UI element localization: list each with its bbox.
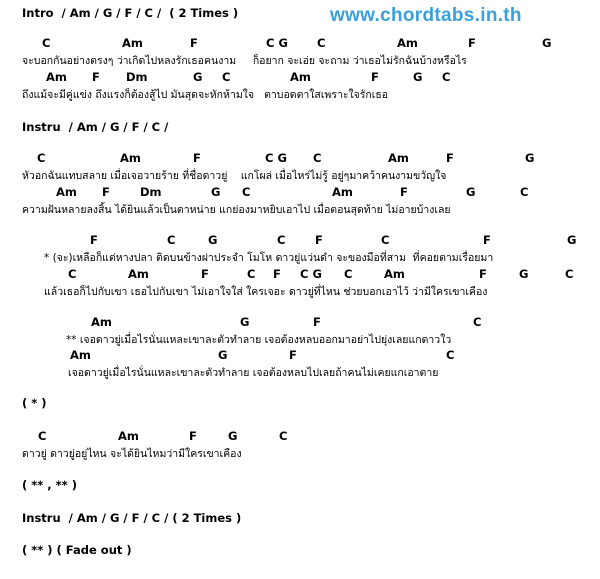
chord: C	[42, 36, 51, 50]
chord-row	[0, 350, 600, 364]
chord: C	[381, 233, 390, 247]
chord: Am	[384, 267, 405, 281]
lyric-line: ถึงแม้จะมีคู่แข่ง ถึงแรงก็ต้องสู้ไป มันสุดจะหักห้ามใจ ตาบอดตาใสเพราะใจรักเธอ	[22, 89, 389, 101]
intro-line: Intro / Am / G / F / C / ( 2 Times )	[22, 6, 239, 20]
chord: C	[520, 185, 529, 199]
chord: F	[483, 233, 491, 247]
chord: F	[273, 267, 281, 281]
chord: G	[466, 185, 476, 199]
chord: C	[68, 267, 77, 281]
chord: G	[519, 267, 529, 281]
chord: C	[313, 151, 322, 165]
chord: C	[473, 315, 482, 329]
chord: C	[38, 429, 47, 443]
chord: F	[92, 70, 100, 84]
lyric-line: หัวอกฉันแทบสลาย เมื่อเจอวายร้าย ที่ชื่อดาวยู่ แกโผล่ เมื่อไหร่ไม่รู้ อยู่ๆมาคว้าคนงามขวัญใจ	[22, 170, 447, 182]
chord: Am	[91, 315, 112, 329]
chord: C	[344, 267, 353, 281]
chord: C G	[266, 36, 288, 50]
chord: C	[167, 233, 176, 247]
chord: Am	[46, 70, 67, 84]
chord: G	[542, 36, 552, 50]
repeat-chorus-marker: ( * )	[22, 396, 47, 410]
lyric-line: แล้วเธอก็ไปกับเขา เธอไปกับเขา ไม่เอาใจใส่ ใครเจอะ ดาวยู่ที่ไหน ช่วยบอกเอาไว้ ว่ามีใครเขาเคือง	[44, 286, 488, 298]
chord-row	[0, 431, 600, 445]
chord: F	[289, 348, 297, 362]
chord: C	[442, 70, 451, 84]
chord: Am	[56, 185, 77, 199]
instru-line: Instru / Am / G / F / C /	[22, 120, 169, 134]
lyric-line: เจอดาวยู่เมื่อไรนั่นแหละเขาละตัวทำลาย เจอต้องหลบไปเลยถ้าคนไม่เคยแกเอาตาย	[68, 367, 439, 379]
repeat-hook-marker: ( ** , ** )	[22, 478, 77, 492]
chord: G	[218, 348, 228, 362]
chord: F	[90, 233, 98, 247]
chord: F	[102, 185, 110, 199]
site-title: www.chordtabs.in.th	[330, 5, 522, 26]
chord: Am	[70, 348, 91, 362]
chord: G	[208, 233, 218, 247]
chord: G	[211, 185, 221, 199]
chord-row	[0, 38, 600, 52]
chord: G	[567, 233, 577, 247]
instru-line: Instru / Am / G / F / C / ( 2 Times )	[22, 511, 242, 525]
chord: F	[189, 429, 197, 443]
lyric-line: ** เจอดาวยู่เมื่อไรนั่นแหละเขาละตัวทำลาย เจอต้องหลบออกมาอย่าไปยุ่งเลยแกดาวใว	[66, 334, 452, 346]
chord-row	[0, 317, 600, 331]
chord: Dm	[126, 70, 148, 84]
chord: G	[413, 70, 423, 84]
chord: Dm	[140, 185, 162, 199]
chord: C	[446, 348, 455, 362]
chord: Am	[397, 36, 418, 50]
chord: F	[190, 36, 198, 50]
lyric-line: ความฝันหลายลงสิ้น ได้ยินแล้วเป็นตาหน่าย แกย่องมาหยิบเอาไป เมื่อตอนสุดท้าย ไม่อายบ้างเลย	[22, 204, 451, 216]
chord: C	[247, 267, 256, 281]
chord: Am	[332, 185, 353, 199]
fade-out-line: ( ** ) ( Fade out )	[22, 543, 132, 557]
chord: C G	[265, 151, 287, 165]
lyric-line: จะบอกกันอย่างตรงๆ ว่าเกิดไปหลงรักเธอคนงาม ก็อยาก จะเอ่ย จะถาม ว่าเธอไม่รักฉันบ้างหรือไร	[22, 55, 467, 67]
chord: C	[279, 429, 288, 443]
chord: F	[201, 267, 209, 281]
chord: Am	[120, 151, 141, 165]
chord: G	[240, 315, 250, 329]
lyric-line: ดาวยู่ ดาวยู่อยู่ไหน จะได้ยินไหมว่ามีใครเขาเคือง	[22, 448, 242, 460]
chord: G	[193, 70, 203, 84]
chord-row	[0, 235, 600, 249]
chord: F	[193, 151, 201, 165]
lyric-line: * (จะ)เหลือก็แต่หางปลา ติดบนข้างฝาประจำ โมโห ดาวยู่แว่นดำ จะของมือที่สาม ที่คอยตามเรื่อยมา	[44, 252, 494, 264]
chord-row	[0, 187, 600, 201]
chord: C	[277, 233, 286, 247]
chord: Am	[128, 267, 149, 281]
chord: Am	[290, 70, 311, 84]
chord: F	[313, 315, 321, 329]
chord: Am	[122, 36, 143, 50]
chord: C G	[300, 267, 322, 281]
chord-row	[0, 269, 600, 283]
chord: F	[315, 233, 323, 247]
chord: C	[317, 36, 326, 50]
chord: F	[400, 185, 408, 199]
chord: C	[565, 267, 574, 281]
chord: F	[479, 267, 487, 281]
chord-row	[0, 153, 600, 167]
chord: Am	[388, 151, 409, 165]
chord: G	[228, 429, 238, 443]
chord: F	[446, 151, 454, 165]
chord: C	[37, 151, 46, 165]
chord: C	[222, 70, 231, 84]
chord-row	[0, 72, 600, 86]
chord: Am	[118, 429, 139, 443]
chord: G	[525, 151, 535, 165]
chord: F	[371, 70, 379, 84]
chord: F	[468, 36, 476, 50]
chord: C	[242, 185, 251, 199]
